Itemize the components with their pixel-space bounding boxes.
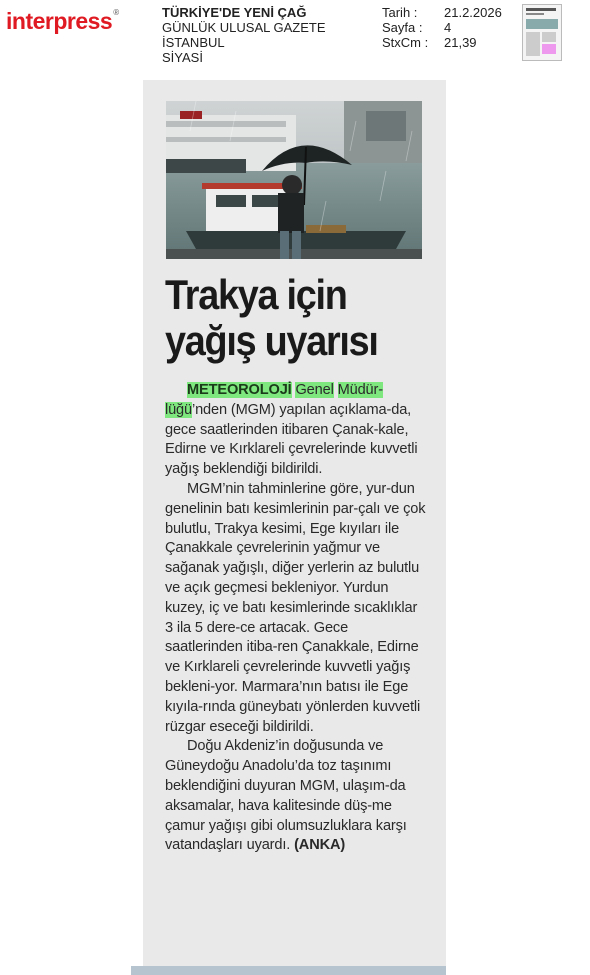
article-body	[165, 381, 427, 856]
highlight-keyword: METEOROLOJİ	[187, 382, 292, 398]
publication-info	[162, 5, 326, 65]
paragraph-1-text: ’nden (MGM) yapılan açıklama-da, gece saatlerinden itibaren Çanak-kale, Edirne ve Kırklareli çevrelerinde kuvvetli yağış beklendiği bildirildi.	[165, 401, 418, 478]
publication-city: İSTANBUL	[162, 35, 225, 50]
paragraph-2: MGM’nin tahminlerine göre, yur-dun genelinin batı kesimlerinin par-çalı ve çok bulutlu, Trakya kesimi, Ege kıyıları ile Çanakkale çevrelerinin yağmur ve sağanak yağışlı, diğer yerlerin az bulutlu ve açık geçmesi bekleniyor. Yurdun kuzey, iç ve batı kesimlerinde sıcaklıklar 3 ila 5 dere-ce artacak. Gece saatlerinden itiba-ren Çanakkale, Edirne ve Kırklareli çevrelerinde kuvvetli yağış bekleni-yor. Marmara’nın batısı ile Ege kıyıla-rında güneybatı yönlerden kuvvetli rüzgar eseceği bildirildi.	[165, 480, 426, 735]
clipping-meta	[382, 5, 502, 50]
publication-name: TÜRKİYE'DE YENİ ÇAĞ	[162, 5, 307, 20]
highlight-keyword: Müdür-	[337, 382, 383, 398]
page-thumbnail[interactable]	[522, 4, 562, 61]
highlight-keyword: Genel	[295, 382, 334, 398]
date-value: 21.2.2026	[444, 5, 502, 20]
date-label: Tarih :	[382, 5, 418, 20]
clipping-bottom-bar	[131, 966, 446, 975]
paragraph-3-text: Doğu Akdeniz’in doğusunda ve Güneydoğu Anadolu’da toz taşınımı beklendiğini duyuran MGM, ulaşım-da aksamalar, hava kalitesinde düş-me çamur yağışı gibi olumsuzluklara karşı vatandaşları uyardı.	[165, 738, 407, 854]
paragraph-3	[165, 737, 427, 856]
publication-type: GÜNLÜK ULUSAL GAZETE	[162, 20, 326, 35]
article-headline	[165, 272, 408, 364]
stxcm-value: 21,39	[444, 35, 477, 50]
page-value: 4	[444, 20, 452, 35]
highlight-keyword: lüğü	[165, 401, 192, 418]
headline-line-1: Trakya için	[165, 271, 347, 318]
article-signature: (ANKA)	[294, 837, 346, 854]
paragraph-1	[165, 381, 427, 480]
page-label: Sayfa :	[382, 20, 423, 35]
publication-section: SİYASİ	[162, 50, 203, 65]
stxcm-label: StxCm :	[382, 35, 429, 50]
headline-line-2: yağış uyarısı	[165, 317, 378, 364]
interpress-logo: interpress®	[6, 8, 119, 34]
article-photo	[166, 101, 422, 259]
